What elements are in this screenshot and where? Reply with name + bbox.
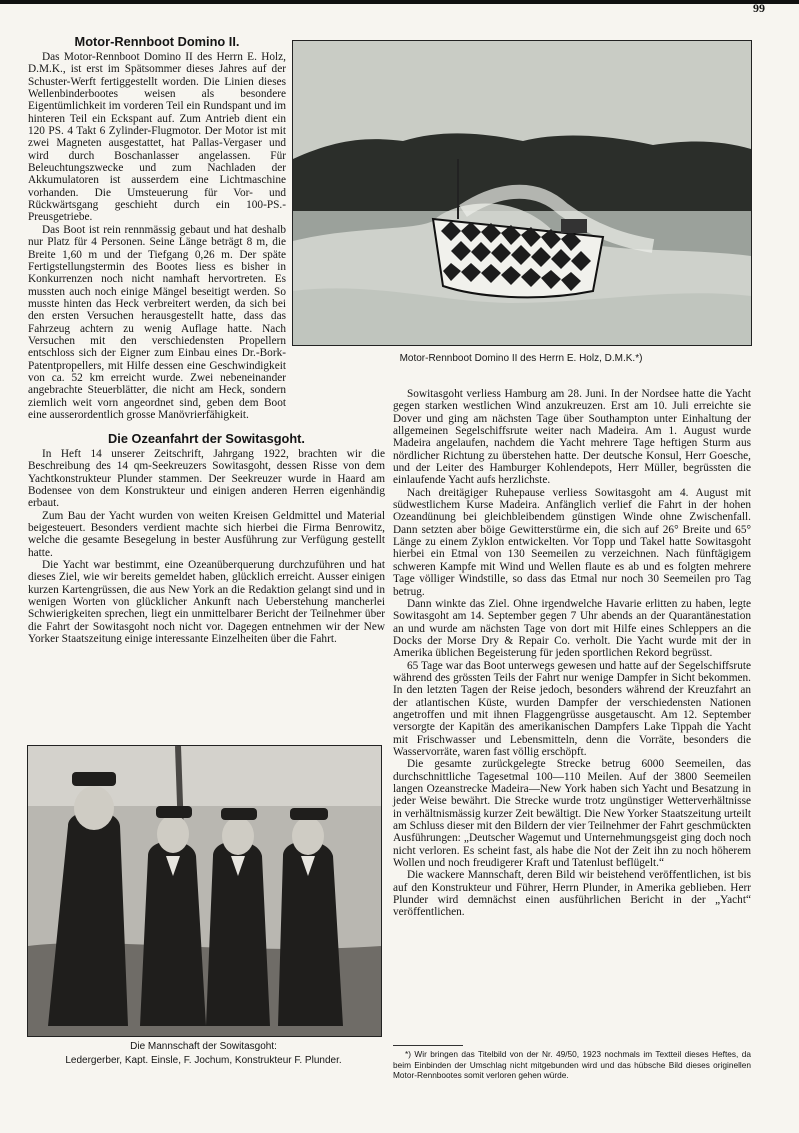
crew-caption-line-2: Ledergerber, Kapt. Einsle, F. Jochum, Konstrukteur F. Plunder.	[65, 1055, 342, 1066]
ozean-left-paragraph: In Heft 14 unserer Zeitschrift, Jahrgang 1922, brachten wir die Beschreibung des 14 qm-Seekreuzers Sowitasgoht, dessen Risse von dem Yachtkonstrukteur Plunder stammen. Der Seekreuzer wurde in Haard am Bodensee von dem Konstrukteur und einigen anderen Herren eigenhändig erbaut.	[28, 448, 385, 510]
page-number: 99	[753, 1, 765, 15]
ozean-right-column	[393, 388, 751, 919]
crew-caption-line-1: Die Mannschaft der Sowitasgoht:	[130, 1041, 277, 1052]
boat-image	[293, 41, 751, 345]
crew-caption	[27, 1040, 380, 1068]
top-border	[0, 0, 799, 4]
ozean-right-paragraph: Die wackere Mannschaft, deren Bild wir beistehend veröffentlichen, ist bis auf den Konstrukteur und Führer, Herrn Plunder, in Amerika geblieben. Herr Plunder wird demnächst einen ausführlichen Bericht in der „Yacht“ veröffentlichen.	[393, 869, 751, 919]
ozean-right-paragraph: Nach dreitägiger Ruhepause verliess Sowitasgoht am 4. August mit südwestlichem Kurse Madeira. Anfänglich verlief die Fahrt in der hohen Ozeandünung bei gleichbleibendem günstigen Winde ohne Zwischenfall. Dann setzten aber böige Gewitterstürme ein, die sich auf 26° Breite und 65° Länge zu einem Zyklon entwickelten. Vor Topp und Takel hatte Sowitasgoht hierbei ein Etmal von 130 Seemeilen zu verzeichnen. Nach fünftägigem schweren Kampfe mit Wind und Wellen flaute es ab und es folgten mehrere Tage völliger Windstille, so dass das Etmal nur noch 30 Seemeilen pro Tag betrug.	[393, 486, 751, 598]
boat-caption: Motor-Rennboot Domino II des Herrn E. Holz, D.M.K.*)	[399, 353, 643, 364]
domino-paragraph: Das Motor-Rennboot Domino II des Herrn E. Holz, D.M.K., ist erst im Spätsommer dieses Jahres auf der Schuster-Werft fertiggestellt worden. Die Linien dieses Wellenbinderbootes weisen als besondere Eigentümlichkeit im vorderen Teil ein Rundspant und im hinteren Teil ein Eckspant auf. Zum Antrieb dient ein 120 PS. 4 Takt 6 Zylinder-Flugmotor. Der Motor ist mit zwei Magneten ausgestattet, hat Pallas-Vergaser und wird durch Boschanlasser angelassen. Für Beleuchtungszwecke und zum Nachladen der Akkumulatoren ist ausserdem eine Lichtmaschine vorhanden. Die Umsteuerung für Vor- und Rückwärtsgang geschieht durch ein 100-PS.-Preusgetriebe.	[28, 51, 286, 224]
boat-photo	[292, 40, 752, 346]
ozean-right-paragraph: Sowitasgoht verliess Hamburg am 28. Juni. In der Nordsee hatte die Yacht gegen starken westlichen Wind anzukreuzen. Erst am 10. Juli erreichte sie Dover und ging am nächsten Tage über Southampton unter Einhaltung der allgemeinen Segelschiffsrute weiter nach Madeira. Am 1. August wurde Madeira angelaufen, nachdem die Yacht mehrere Tage heftigen Sturm aus nördlicher Richtung zu überstehen hatte. Der deutsche Konsul, Herr Goesche, und der Leiter des Hamburger Kohlendepots, Herr Müller, begrüssten die einlaufende Yacht aufs herzlichste.	[393, 388, 751, 487]
footnote-text: *) Wir bringen das Titelbild von der Nr. 49/50, 1923 nochmals im Textteil dieses Heftes, da beim Einbinden der Umschlag nicht mitgebunden wird und das hübsche Bild dieses originellen Motor-Rennbootes somit verloren gehen würde.	[393, 1049, 751, 1080]
ozean-left-paragraph: Die Yacht war bestimmt, eine Ozeanüberquerung durchzuführen und hat dieses Ziel, wie wir bereits gemeldet haben, glücklich erreicht. Ausser einigen kurzen Kartengrüssen, die aus New York an die Redaktion gelangt sind und in wenigen Worten von glücklicher Ankunft nach Ueberstehung mancherlei Schwierigkeiten sprechen, liegt ein unmittelbarer Bericht der Teilnehmer über die Fahrt der Sowitasgoht noch nicht vor. Dagegen entnehmen wir der New Yorker Staatszeitung einige interessante Einzelheiten über die Fahrt.	[28, 559, 385, 646]
domino-article	[28, 34, 286, 421]
ozean-left-column	[28, 431, 385, 646]
ozean-right-paragraph: Die gesamte zurückgelegte Strecke betrug 6000 Seemeilen, das durchschnittliche Tagesetmal 100—110 Meilen. Auf der 3800 Seemeilen langen Ozeanstrecke Madeira—New York haben sich Yacht und Besatzung in jeder Weise bewährt. Die Strecke wurde trotz ungünstiger Wetterverhältnisse in verhältnismässig kurzer Zeit bewältigt. Die New Yorker Staatszeitung urteilt am Schluss dieser mit den Bildern der vier Teilnehmer der Fahrt geschmückten Ausführungen: „Deutscher Wagemut und Unternehmungsgeist ging doch noch nicht verloren. Es scheint fast, als habe die Not der Zeit ihn zu noch höherem Wollen und noch freudigerer Kraft und Tatenlust beflügelt.“	[393, 758, 751, 870]
domino-title: Motor-Rennboot Domino II.	[74, 34, 240, 49]
domino-paragraph: Das Boot ist rein rennmässig gebaut und hat deshalb nur Platz für 4 Personen. Seine Länge beträgt 8 m, die Breite 1,60 m und der Tiefgang 0,26 m. Der späte Fertigstellungstermin des Bootes liess es bisher in Konkurrenzen noch nicht namhaft hervortreten. Es mussten auch noch einige Mängel beseitigt werden. So musste hinten das Heck verbreitert werden, da sich bei den ersten Versuchen herausgestellt hatte, dass das Fahrzeug achtern zu wenig Auflage hatte. Nach Versuchen mit den verschiedensten Propellern entschloss sich der Eigner zum Einbau eines Dr.-Bork-Patentpropellers, mit Hilfe dessen eine Geschwindigkeit von ca. 52 km erreicht wurde. Zwei nebeneinander angebrachte Steuerblätter, die nicht am Heck, sondern ziemlich weit vorn angeordnet sind, geben dem Boot eine ausserordentlich grosse Manövrierfähigkeit.	[28, 223, 286, 421]
ozean-right-paragraph: 65 Tage war das Boot unterwegs gewesen und hatte auf der Segelschiffsrute während des grössten Teils der Fahrt nur wenige Dampfer in Sicht bekommen. In den letzten Tagen der Reise jedoch, besonders während der Kreuzfahrt an der atlantischen Küste, wurden Dampfer der verschiedensten Nationen angetroffen und mit ihnen Flaggengrüsse ausgetauscht. Am 12. September versorgte der Kapitän des amerikanischen Dampfers Lake Tippah die Yacht mit Frischwasser und Lebensmitteln, denn die Vorräte, besonders die Wasservorräte, waren fast völlig erschöpft.	[393, 659, 751, 758]
ozean-left-paragraph: Zum Bau der Yacht wurden von weiten Kreisen Geldmittel und Material beigesteuert. Besonders verdient machte sich hierbei die Firma Benrowitz, welche die gesamte Besegelung in bester Ausführung zur Verfügung gestellt hatte.	[28, 509, 385, 559]
ozean-right-paragraph: Dann winkte das Ziel. Ohne irgendwelche Havarie erlitten zu haben, legte Sowitasgoht am 14. September gegen 7 Uhr abends an der Quarantänestation an und wurde am nächsten Tage von dort mit Hilfe eines Schleppers an die Docks der Morse Dry & Repair Co. verholt. Die Yacht wurde mit der in Amerika üblichen Begeisterung für jeden sportlichen Rekord begrüsst.	[393, 597, 751, 660]
footnote	[393, 1049, 751, 1081]
crew-image	[28, 746, 381, 1036]
ozean-title: Die Ozeanfahrt der Sowitasgoht.	[108, 431, 305, 446]
crew-photo	[27, 745, 382, 1037]
footnote-rule	[393, 1045, 463, 1046]
